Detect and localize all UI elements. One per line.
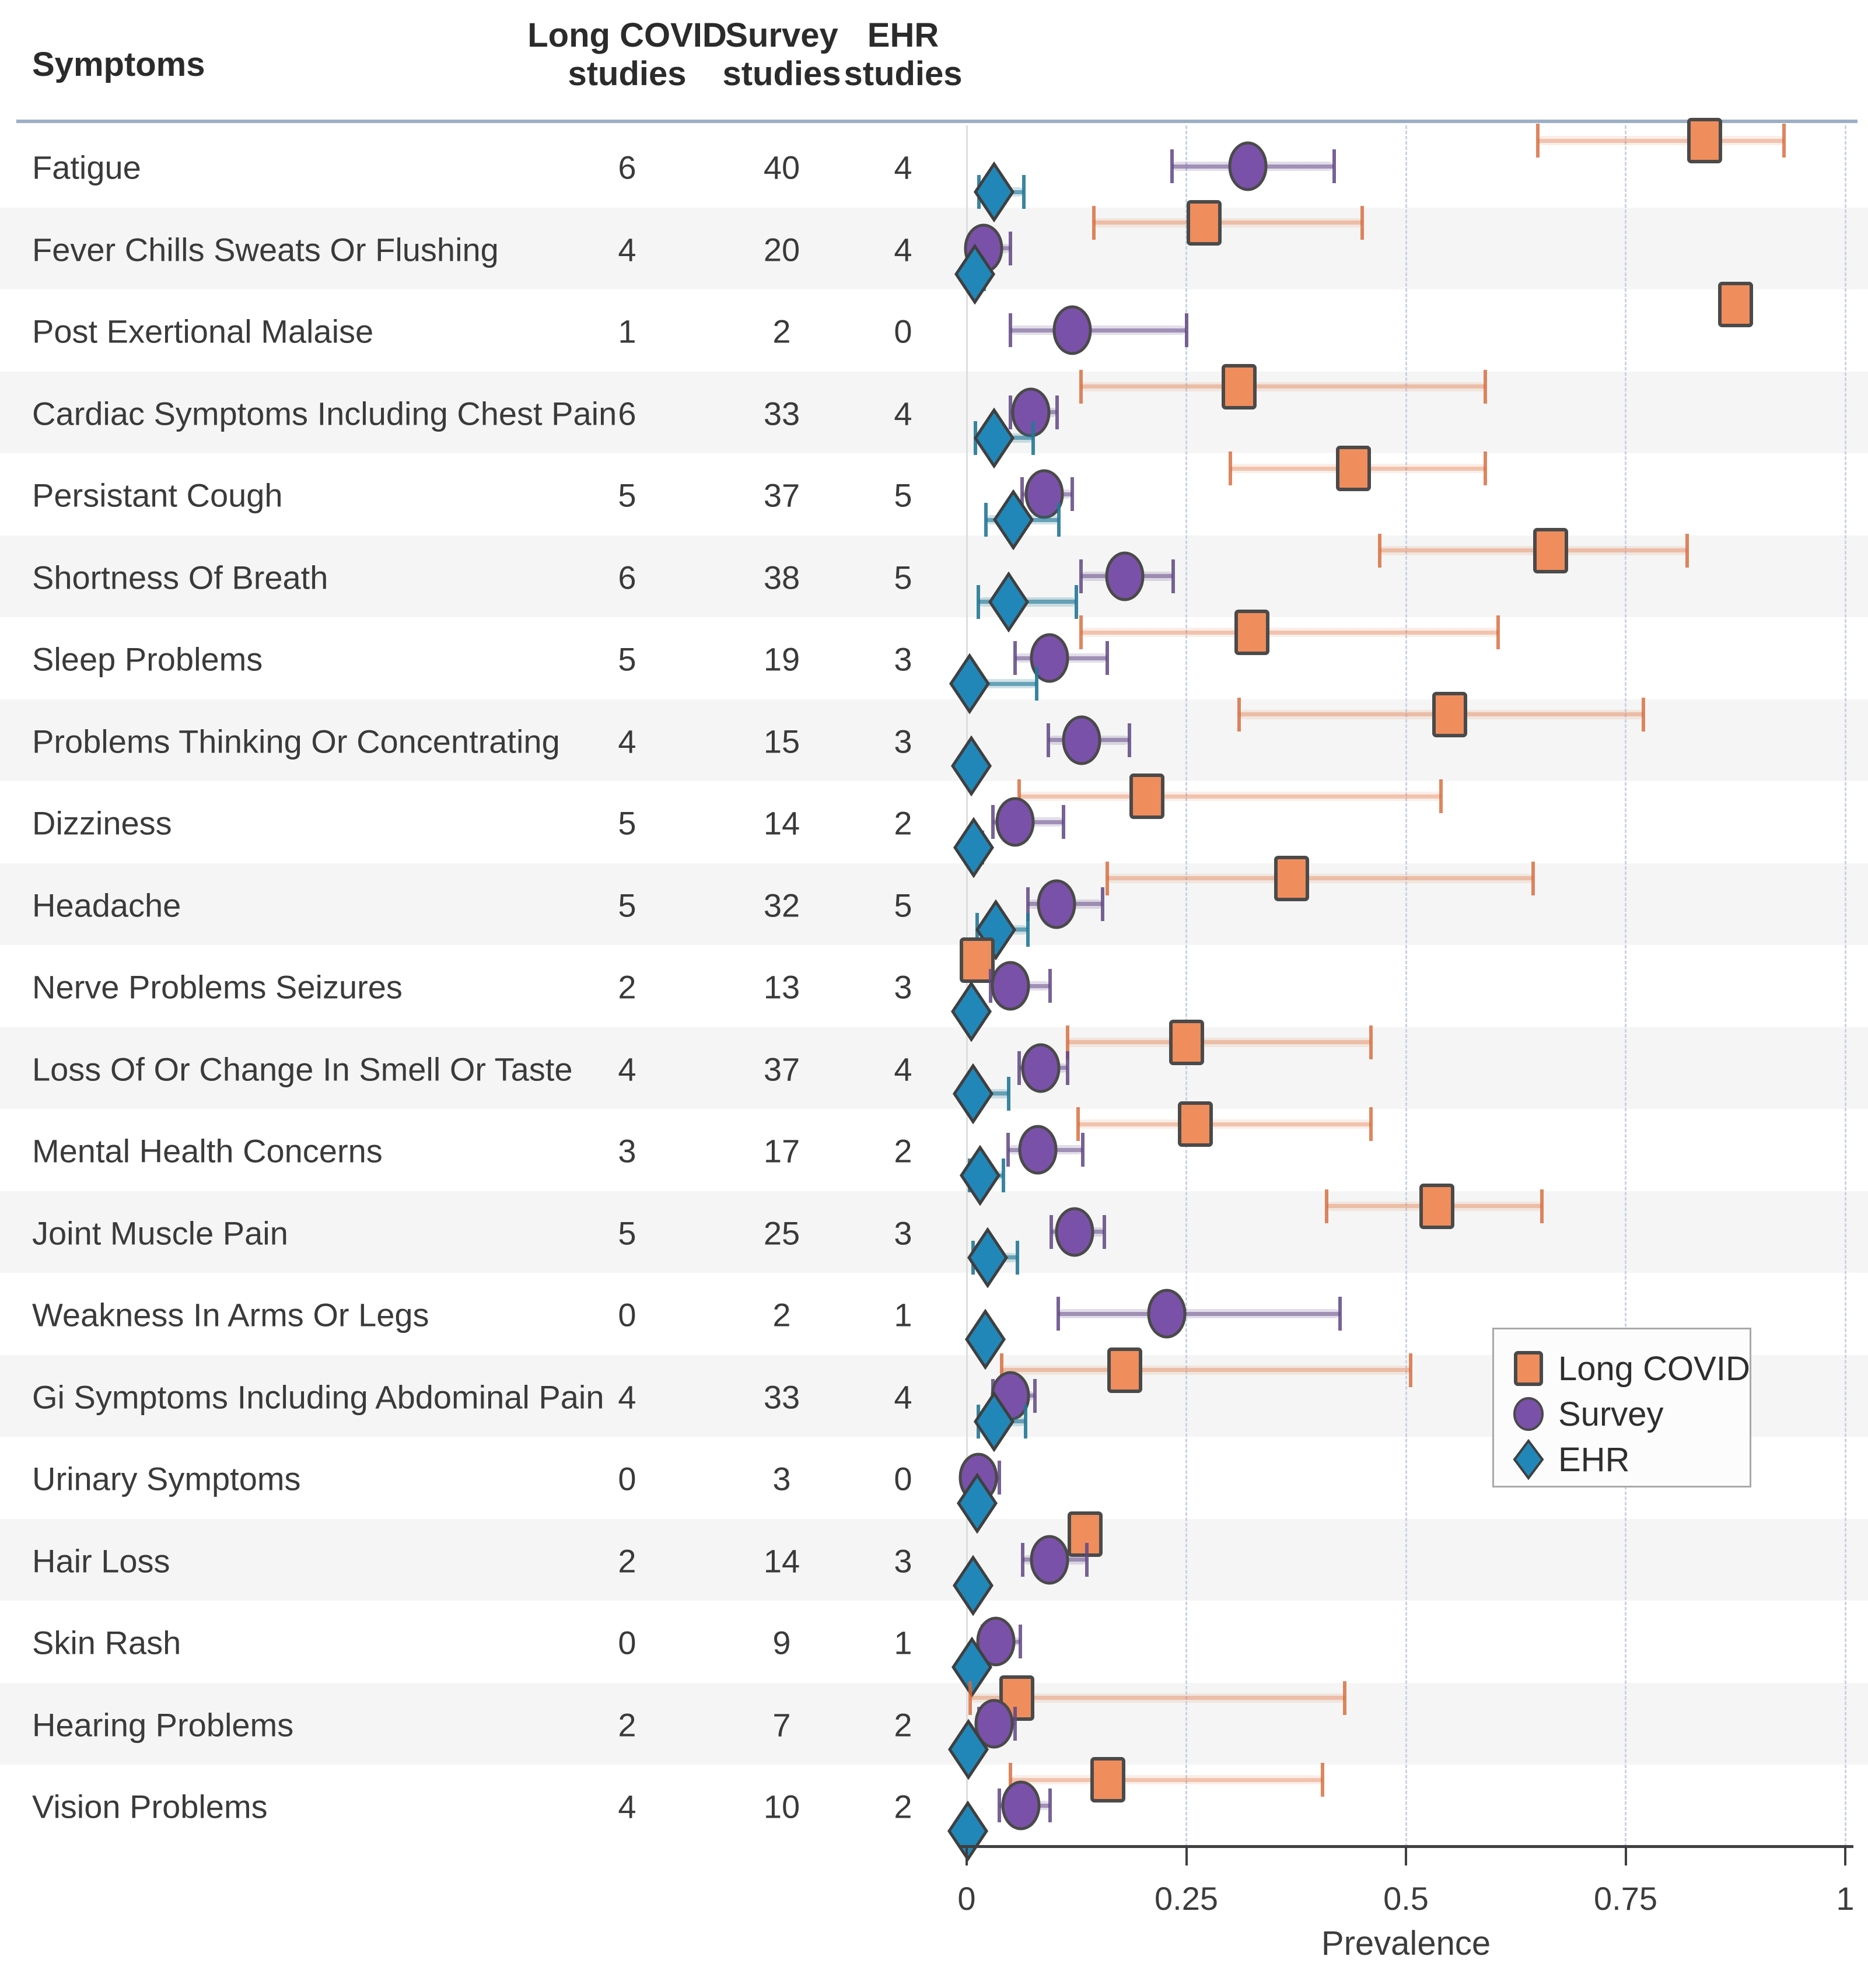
study-count-cell: 20 [763,231,800,268]
error-bar-cap [1057,1297,1060,1331]
marker-ehr-diamond [972,1391,1016,1452]
legend-label: Long COVID [1558,1349,1750,1388]
error-bar-cap [1021,1543,1024,1577]
study-count-cell: 4 [894,231,912,268]
error-bar-cap [1369,1107,1373,1141]
study-count-cell: 9 [772,1624,791,1661]
axis-tick [1185,1848,1188,1866]
study-count-cell: 17 [763,1132,800,1170]
marker-ehr-diamond [987,572,1031,632]
marker-ehr-diamond [949,736,994,796]
symptom-label: Headache [32,887,181,924]
study-count-cell: 7 [772,1706,791,1744]
marker-long_covid-square [1128,772,1166,821]
error-bar-cap [1092,206,1096,240]
error-bar-cap [1185,313,1188,347]
error-bar-cap [1536,124,1540,158]
legend-item-long_covid [1508,1346,1750,1391]
marker-long_covid-square [1272,854,1311,903]
symptom-label: Fatigue [32,149,141,186]
error-bar-cap [1229,452,1232,485]
error-bar-cap [1409,1353,1412,1387]
symptom-label: Persistant Cough [32,477,283,514]
study-count-cell: 2 [772,313,791,350]
study-count-cell: 5 [894,887,912,924]
error-bar-cap [1101,887,1104,921]
symptom-label: Loss Of Or Change In Smell Or Taste [32,1051,573,1088]
error-bar-cap [1531,862,1535,895]
error-bar-cap [1071,477,1074,511]
marker-survey-circle [1060,713,1103,767]
error-bar-cap [1026,913,1030,947]
study-count-cell: 3 [894,1542,912,1580]
study-count-cell: 0 [894,313,912,350]
marker-long_covid-square [1167,1018,1206,1067]
study-count-cell: 5 [618,477,636,514]
x-axis-title: Prevalence [1321,1924,1491,1962]
square-icon [1510,1348,1548,1389]
error-bar-cap [1484,452,1487,485]
symptom-label: Sleep Problems [32,640,263,678]
study-count-cell: 4 [894,149,912,186]
study-count-cell: 4 [618,1051,636,1088]
legend-item-survey [1508,1391,1664,1437]
study-count-cell: 0 [618,1624,636,1661]
error-bar-cap [1016,1241,1019,1275]
study-count-cell: 4 [618,1378,636,1416]
study-count-cell: 3 [894,723,912,760]
diamond-icon [1508,1439,1550,1480]
error-bar-shaft [1078,1122,1370,1126]
error-bar-shaft [1107,876,1533,880]
symptom-label: Nerve Problems Seizures [32,968,403,1006]
study-count-cell: 6 [618,559,636,596]
error-bar-cap [1055,396,1059,429]
error-bar-shaft [1058,1312,1340,1316]
error-bar-cap [1013,641,1017,675]
study-count-cell: 4 [618,231,636,268]
error-bar-shaft [1068,1040,1371,1044]
error-bar-shaft [1019,794,1441,799]
error-bar-cap [1050,1215,1053,1249]
study-count-cell: 32 [763,887,800,924]
symptom-label: Shortness Of Breath [32,559,328,596]
legend-item-ehr [1508,1437,1629,1482]
study-count-cell: 2 [618,1706,636,1744]
study-count-cell: 3 [894,968,912,1006]
column-header-line1: Survey [725,16,838,54]
error-bar-shaft [1010,1778,1323,1782]
study-count-cell: 0 [618,1460,636,1497]
marker-long_covid-square [1106,1346,1144,1395]
column-header-line1: EHR [867,16,939,54]
error-bar-shaft [1081,384,1485,388]
column-header-line2: studies [722,55,841,93]
axis-tick-label: 1 [1836,1880,1855,1917]
legend-label: EHR [1558,1440,1630,1479]
error-bar-cap [1075,585,1078,619]
error-bar-cap [1062,805,1065,839]
marker-long_covid-square [1185,198,1223,247]
error-bar-cap [1009,232,1012,265]
error-bar-cap [1007,1077,1010,1111]
column-header-line1: Long COVID [527,16,727,54]
axis-tick [1625,1848,1627,1866]
error-bar-cap [1079,370,1083,404]
error-bar-cap [1369,1026,1373,1059]
marker-ehr-diamond [946,1719,991,1780]
study-count-cell: 0 [894,1460,912,1497]
study-count-cell: 37 [763,477,800,514]
study-count-cell: 2 [618,968,636,1006]
study-count-cell: 10 [763,1788,800,1825]
error-bar-cap [1360,206,1364,240]
error-bar-cap [1024,1405,1027,1438]
study-count-cell: 3 [618,1132,636,1170]
symptom-label: Skin Rash [32,1624,181,1661]
marker-ehr-diamond [991,489,1036,550]
marker-long_covid-square [1716,280,1755,329]
symptom-label: Fever Chills Sweats Or Flushing [32,231,499,268]
error-bar-cap [1378,534,1381,568]
error-bar-cap [1484,370,1487,404]
column-header-line2: studies [844,55,963,93]
legend-label: Survey [1558,1395,1664,1433]
legend-box [1492,1328,1751,1488]
error-bar-cap [1103,1215,1106,1249]
study-count-cell: 2 [772,1296,791,1334]
error-bar-cap [1031,421,1035,455]
marker-ehr-diamond [952,817,996,878]
marker-survey-circle [1226,139,1269,193]
study-count-cell: 14 [763,1542,800,1580]
marker-long_covid-square [1233,608,1271,657]
study-count-cell: 2 [894,1706,912,1744]
error-bar-cap [1022,175,1026,209]
axis-tick-label: 0 [957,1880,976,1917]
error-bar-cap [1048,1788,1052,1822]
symptom-label: Urinary Symptoms [32,1460,301,1497]
marker-survey-circle [1145,1287,1188,1340]
error-bar-cap [1685,534,1689,568]
symptom-label: Weakness In Arms Or Legs [32,1296,429,1334]
error-bar-cap [1079,615,1083,649]
marker-ehr-diamond [951,1555,995,1616]
symptom-label: Dizziness [32,804,172,842]
marker-survey-circle [1035,877,1078,931]
error-bar-cap [1047,723,1050,757]
study-count-cell: 1 [894,1624,912,1661]
error-bar-cap [1171,559,1175,593]
study-count-cell: 5 [618,640,636,678]
marker-survey-circle [1028,1533,1071,1587]
marker-survey-circle [1016,1123,1059,1177]
symptom-label: Gi Symptoms Including Abdominal Pain [32,1378,604,1416]
marker-long_covid-square [1089,1755,1127,1804]
study-count-cell: 5 [618,804,636,842]
study-count-cell: 4 [894,1378,912,1416]
error-bar-cap [1076,1107,1080,1141]
study-count-cell: 2 [618,1542,636,1580]
marker-long_covid-square [1176,1100,1215,1149]
marker-ehr-diamond [972,408,1016,468]
study-count-cell: 5 [618,887,636,924]
axis-tick [1405,1848,1407,1866]
marker-long_covid-square [1430,690,1469,739]
circle-icon [1508,1394,1550,1434]
error-bar-cap [1106,862,1109,895]
axis-tick [1844,1848,1846,1866]
study-count-cell: 15 [763,723,800,760]
axis-tick [966,1848,968,1866]
study-count-cell: 2 [894,1132,912,1170]
marker-ehr-diamond [958,1145,1002,1206]
marker-survey-circle [1028,631,1071,685]
axis-tick-label: 0.75 [1594,1880,1657,1917]
study-count-cell: 3 [894,1214,912,1252]
marker-ehr-diamond [972,162,1016,222]
column-header-line2: studies [568,55,687,93]
square-icon [1508,1348,1550,1389]
study-count-cell: 5 [618,1214,636,1252]
marker-long_covid-square [1220,362,1258,411]
error-bar-cap [977,585,980,619]
error-bar-cap [1642,698,1645,732]
error-bar-cap [984,503,988,537]
symptom-label: Cardiac Symptoms Including Chest Pain [32,395,617,432]
error-bar-cap [1325,1189,1328,1223]
study-count-cell: 38 [763,559,800,596]
axis-tick-label: 0.5 [1383,1880,1429,1917]
symptoms-column-header: Symptoms [32,46,205,83]
error-bar-cap [1048,969,1052,1003]
marker-ehr-diamond [951,1063,995,1124]
marker-ehr-diamond [949,981,994,1042]
error-bar-cap [1782,124,1786,158]
study-count-cell: 5 [894,559,912,596]
study-count-cell: 19 [763,640,800,678]
marker-survey-circle [1053,1205,1096,1259]
error-bar-cap [1002,1158,1005,1192]
error-bar-cap [968,1681,972,1715]
study-count-cell: 33 [763,1378,800,1416]
marker-survey-circle [989,959,1032,1013]
study-count-cell: 3 [772,1460,791,1497]
error-bar-shaft [1081,631,1498,635]
study-count-cell: 6 [618,149,636,186]
marker-long_covid-square [1418,1182,1456,1231]
study-count-cell: 40 [763,149,800,186]
study-count-cell: 4 [618,723,636,760]
marker-ehr-diamond [955,1473,999,1534]
error-bar-cap [1540,1189,1544,1223]
error-bar-cap [1496,615,1500,649]
study-count-cell: 0 [618,1296,636,1334]
marker-survey-circle [1019,1041,1062,1095]
study-count-cell: 25 [763,1214,800,1252]
marker-ehr-diamond [947,653,992,714]
study-count-cell: 4 [894,395,912,432]
symptom-label: Hearing Problems [32,1706,294,1744]
error-bar-cap [1321,1763,1324,1797]
error-bar-cap [1057,503,1061,537]
error-bar-cap [1338,1297,1342,1331]
circle-icon [1510,1394,1548,1434]
study-count-cell: 14 [763,804,800,842]
marker-long_covid-square [1531,526,1570,575]
marker-ehr-diamond [966,1227,1010,1288]
study-count-cell: 37 [763,1051,800,1088]
symptom-label: Joint Muscle Pain [32,1214,288,1252]
error-bar-cap [1085,1543,1089,1577]
error-bar-cap [1332,149,1336,183]
error-bar-shaft [1094,220,1362,225]
error-bar-cap [1019,1625,1022,1658]
error-bar-cap [1033,1379,1037,1413]
marker-long_covid-square [1685,116,1724,165]
study-count-cell: 33 [763,395,800,432]
marker-long_covid-square [1334,444,1373,493]
marker-survey-circle [1051,303,1094,357]
error-bar-cap [1106,641,1109,675]
marker-survey-circle [999,1779,1043,1832]
symptom-label: Post Exertional Malaise [32,313,374,350]
symptom-label: Problems Thinking Or Concentrating [32,723,560,760]
study-count-cell: 4 [894,1051,912,1088]
error-bar-cap [1343,1681,1346,1715]
error-bar-shaft [1002,1368,1410,1372]
error-bar-shaft [1538,139,1784,143]
study-count-cell: 3 [894,640,912,678]
study-count-cell: 13 [763,968,800,1006]
error-bar-shaft [1010,328,1186,332]
study-count-cell: 2 [894,804,912,842]
study-count-cell: 2 [894,1788,912,1825]
marker-survey-circle [994,795,1037,849]
symptom-label: Vision Problems [32,1788,268,1825]
study-count-cell: 4 [618,1788,636,1825]
error-bar-cap [1009,313,1012,347]
error-bar-cap [1066,1051,1069,1085]
error-bar-cap [1081,1133,1085,1167]
error-bar-cap [1035,667,1038,701]
error-bar-cap [1006,1133,1010,1167]
study-count-cell: 1 [894,1296,912,1334]
axis-tick-label: 0.25 [1155,1880,1218,1917]
symptom-label: Mental Health Concerns [32,1132,383,1170]
symptom-label: Hair Loss [32,1542,170,1580]
study-count-cell: 1 [618,313,636,350]
marker-ehr-diamond [953,244,997,304]
error-bar-cap [1237,698,1241,732]
marker-survey-circle [1103,550,1146,603]
error-bar-cap [1128,723,1131,757]
error-bar-cap [1439,779,1443,813]
error-bar-cap [1170,149,1174,183]
diamond-icon [1510,1439,1548,1480]
study-count-cell: 5 [894,477,912,514]
marker-ehr-diamond [950,1637,994,1698]
study-count-cell: 6 [618,395,636,432]
error-bar-cap [1079,559,1083,593]
